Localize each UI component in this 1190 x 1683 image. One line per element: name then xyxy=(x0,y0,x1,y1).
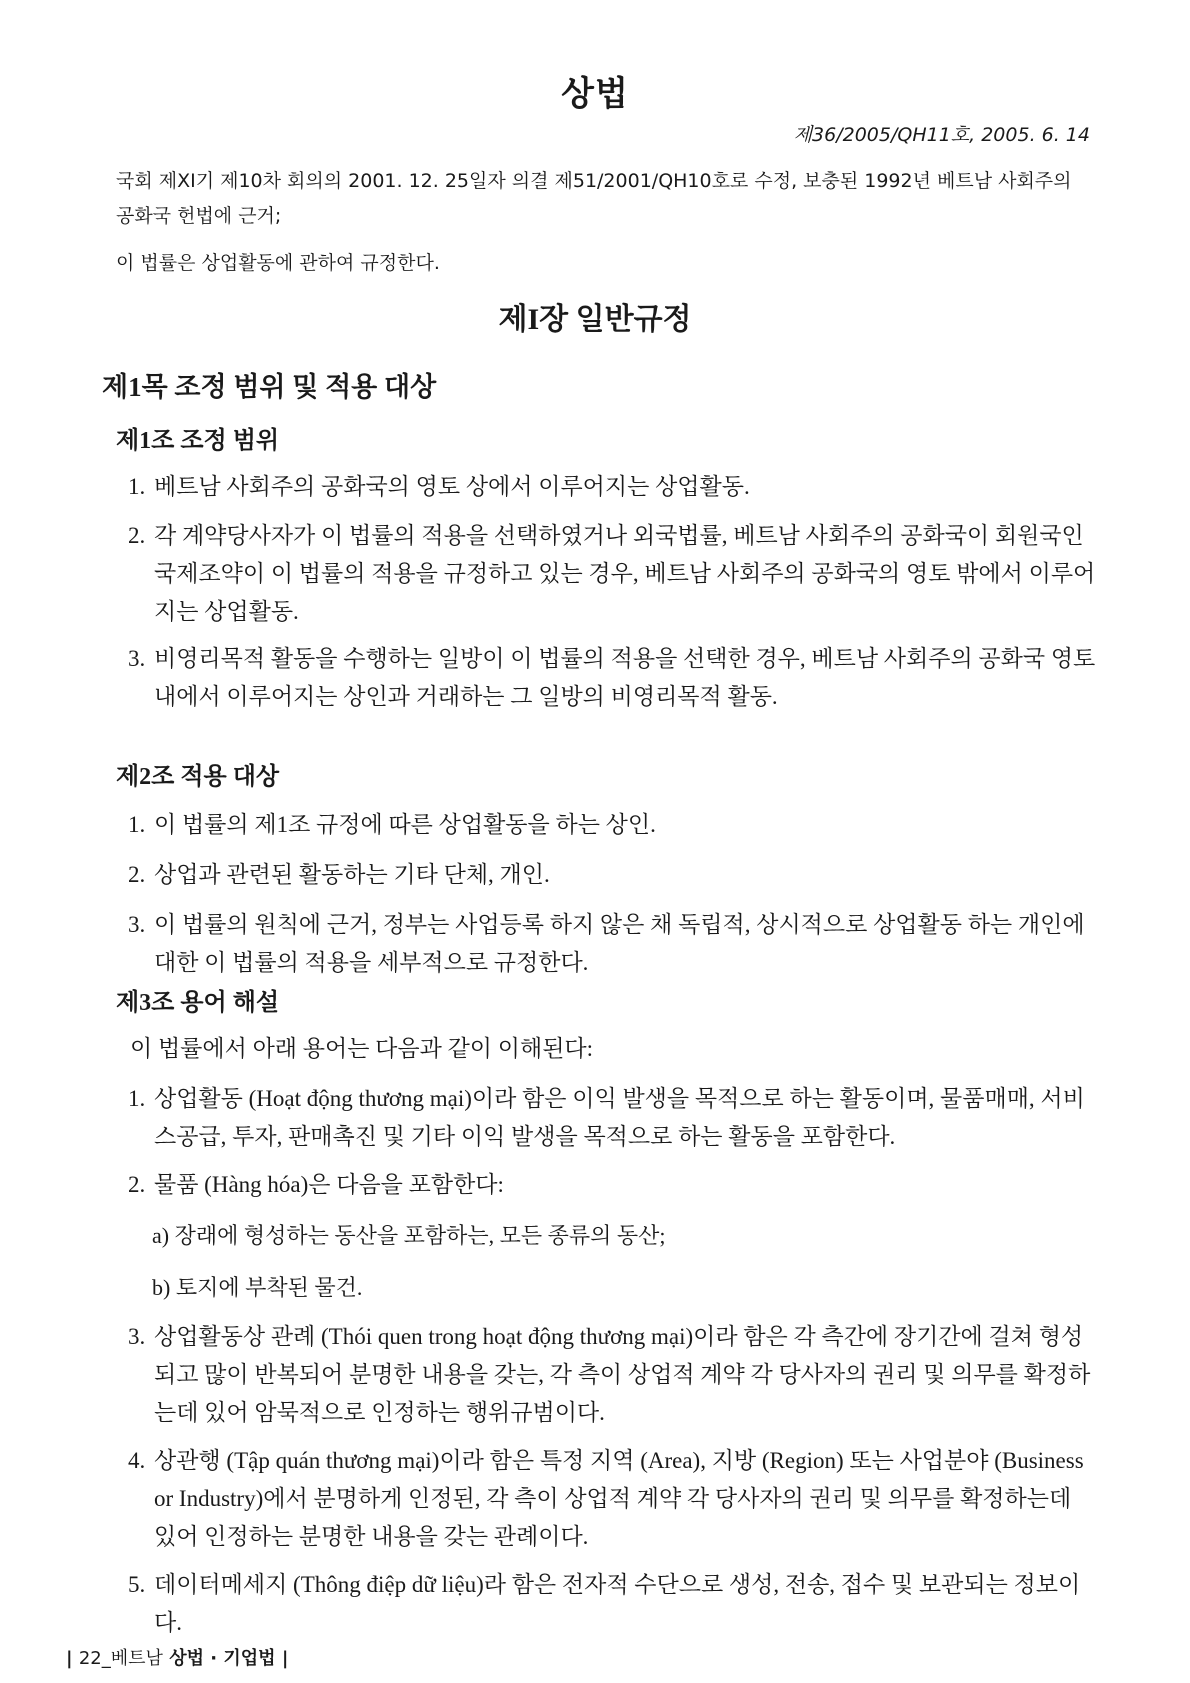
chapter-heading: 제I장 일반규정 xyxy=(498,303,692,336)
article-1-item-2 xyxy=(128,517,1096,631)
article-2-heading: 제2조 적용 대상 xyxy=(116,764,280,790)
law-title: 상법 xyxy=(561,74,629,114)
item-number: 3. xyxy=(128,912,146,937)
item-text: 상업활동상 관례 (Thói quen trong hoạt động thương mại)이라 함은 각 측간에 장기간에 걸쳐 형성되고 많이 반복되어 분명한 내용을 갖는, 각 측이 상업적 계약 각 당사자의 권리 및 의무를 확정하는데 있어 암묵적으로 인정하는 행위규범이다. xyxy=(154,1324,1091,1425)
item-number: 2. xyxy=(128,1172,146,1197)
page-number: 22 xyxy=(78,1648,102,1669)
article-1-item-3 xyxy=(128,640,1096,716)
item-number: 3. xyxy=(128,646,146,671)
item-number: 3. xyxy=(128,1324,146,1349)
item-number: 1. xyxy=(128,812,146,837)
article-3-lead: 이 법률에서 아래 용어는 다음과 같이 이해된다: xyxy=(130,1036,594,1061)
section-heading: 제1목 조정 범위 및 적용 대상 xyxy=(102,372,437,402)
item-text: 비영리목적 활동을 수행하는 일방이 이 법률의 적용을 선택한 경우, 베트남 사회주의 공화국 영토 내에서 이루어지는 상인과 거래하는 그 일방의 비영리목적 활동. xyxy=(154,646,1096,709)
item-number: 2. xyxy=(128,523,146,548)
item-text: 물품 (Hàng hóa)은 다음을 포함한다: xyxy=(154,1172,504,1197)
article-3-item-5 xyxy=(128,1566,1096,1642)
item-text: 각 계약당사자가 이 법률의 적용을 선택하였거나 외국법률, 베트남 사회주의 공화국이 회원국인 국제조약이 이 법률의 적용을 규정하고 있는 경우, 베트남 사회주의 공화국의 영토 밖에서 이루어지는 상업활동. xyxy=(154,523,1096,624)
item-number: 1. xyxy=(128,474,146,499)
item-text: 상업과 관련된 활동하는 기타 단체, 개인. xyxy=(154,862,550,887)
article-2-item-1 xyxy=(128,806,1096,844)
item-number: 5. xyxy=(128,1572,146,1597)
item-number: 4. xyxy=(128,1448,146,1473)
preamble-scope: 이 법률은 상업활동에 관하여 규정한다. xyxy=(116,252,440,274)
article-3-item-3 xyxy=(128,1318,1096,1432)
preamble-basis: 국회 제XI기 제10차 회의의 2001. 12. 25일자 의결 제51/2001/QH10호로 수정, 보충된 1992년 베트남 사회주의 공화국 헌법에 근거; xyxy=(116,170,1072,227)
document-reference: 제36/2005/QH11호, 2005. 6. 14 xyxy=(793,124,1090,146)
item-text: 이 법률의 원칙에 근거, 정부는 사업등록 하지 않은 채 독립적, 상시적으로 상업활동 하는 개인에 대한 이 법률의 적용을 세부적으로 규정한다. xyxy=(154,912,1085,975)
footer-divider: | xyxy=(66,1648,73,1669)
item-text: 이 법률의 제1조 규정에 따른 상업활동을 하는 상인. xyxy=(154,812,656,837)
book-title: 상법 · 기업법 xyxy=(169,1648,276,1669)
article-1-heading: 제1조 조정 범위 xyxy=(116,428,280,454)
page-footer: | 22_베트남 상법 · 기업법 | xyxy=(66,1648,289,1669)
item-text: 상관행 (Tập quán thương mại)이라 함은 특정 지역 (Area), 지방 (Region) 또는 사업분야 (Business or Industry)에서 분명하게 인정된, 각 측이 상업적 계약 각 당사자의 권리 및 의무를 확정하는데 있어 인정하는 분명한 내용을 갖는 관례이다. xyxy=(154,1448,1084,1549)
article-3-item-4 xyxy=(128,1442,1096,1556)
article-2-item-3 xyxy=(128,906,1096,982)
article-3-heading: 제3조 용어 해설 xyxy=(116,990,280,1016)
item-number: 1. xyxy=(128,1086,146,1111)
article-3-sub-item-a: a) 장래에 형성하는 동산을 포함하는, 모든 종류의 동산; xyxy=(152,1223,666,1248)
item-text: 베트남 사회주의 공화국의 영토 상에서 이루어지는 상업활동. xyxy=(154,474,750,499)
article-3-item-2 xyxy=(128,1166,1096,1204)
item-text: 상업활동 (Hoạt động thương mại)이라 함은 이익 발생을 목적으로 하는 활동이며, 물품매매, 서비스공급, 투자, 판매촉진 및 기타 이익 발생을 목적으로 하는 활동을 포함한다. xyxy=(154,1086,1085,1149)
article-1-item-1 xyxy=(128,468,1096,506)
article-3-item-1 xyxy=(128,1080,1096,1156)
article-2-item-2 xyxy=(128,856,1096,894)
article-3-sub-item-b: b) 토지에 부착된 물건. xyxy=(152,1275,363,1300)
footer-divider: | xyxy=(281,1648,289,1669)
item-text: 데이터메세지 (Thông điệp dữ liệu)라 함은 전자적 수단으로 생성, 전송, 접수 및 보관되는 정보이다. xyxy=(154,1572,1081,1635)
book-prefix: 베트남 xyxy=(110,1648,163,1669)
item-number: 2. xyxy=(128,862,146,887)
